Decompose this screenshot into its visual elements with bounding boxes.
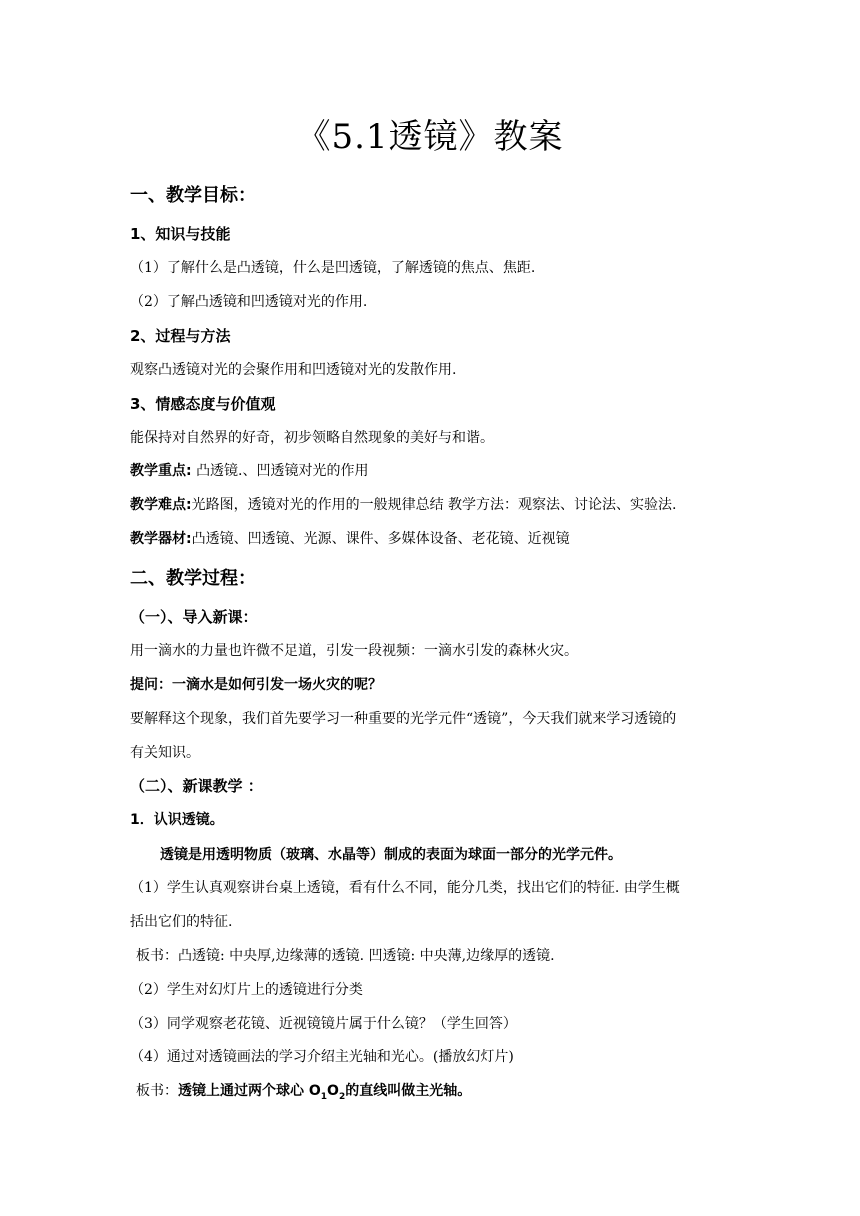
lens-definition: 透镜是用透明物质（玻璃、水晶等）制成的表面为球面一部分的光学元件。 bbox=[160, 847, 622, 863]
paragraph: 有关知识。 bbox=[130, 745, 200, 761]
equipment-text: 凸透镜、凹透镜、光源、课件、多媒体设备、老花镜、近视镜 bbox=[191, 531, 570, 547]
paragraph: 用一滴水的力量也许微不足道，引发一段视频：一滴水引发的森林火灾。 bbox=[130, 643, 578, 659]
subheading-intro: （一）、导入新课： bbox=[130, 608, 258, 626]
subscript-1: 1 bbox=[320, 1091, 328, 1102]
subheading-new-lesson: （二）、新课教学 ： bbox=[130, 777, 263, 795]
subheading-attitude: 3、情感态度与价值观 bbox=[130, 395, 276, 413]
axis-o: O bbox=[327, 1083, 339, 1099]
section-heading-process: 二、教学过程： bbox=[130, 568, 256, 589]
difficulties-line bbox=[130, 494, 677, 516]
equipment-line bbox=[130, 528, 570, 550]
subheading-know-lens: 1．认识透镜。 bbox=[130, 812, 224, 828]
paragraph: （2）学生对幻灯片上的透镜进行分类 bbox=[130, 982, 363, 998]
equipment-label: 教学器材: bbox=[130, 531, 192, 547]
key-points-label: 教学重点: bbox=[130, 463, 192, 479]
paragraph: （3）同学观察老花镜、近视镜镜片属于什么镜？（学生回答） bbox=[130, 1016, 517, 1032]
difficulties-label: 教学难点: bbox=[130, 497, 192, 513]
paragraph: 括出它们的特征. bbox=[130, 914, 233, 930]
subheading-knowledge: 1、知识与技能 bbox=[130, 225, 231, 243]
board-label: 板书： bbox=[136, 1083, 178, 1099]
paragraph: 观察凸透镜对光的会聚作用和凹透镜对光的发散作用. bbox=[130, 362, 457, 378]
board-note-axis bbox=[136, 1080, 471, 1108]
axis-text-b: 的直线叫做主光轴。 bbox=[345, 1083, 472, 1099]
section-heading-goals: 一、教学目标： bbox=[130, 185, 256, 206]
subheading-process: 2、过程与方法 bbox=[130, 327, 231, 345]
paragraph: 能保持对自然界的好奇，初步领略自然现象的美好与和谐。 bbox=[130, 430, 494, 446]
board-note: 板书：凸透镜: 中央厚,边缘薄的透镜. 凹透镜: 中央薄,边缘厚的透镜. bbox=[136, 948, 555, 964]
difficulties-text: 光路图，透镜对光的作用的一般规律总结 教学方法：观察法、讨论法、实验法. bbox=[191, 497, 677, 513]
paragraph: （2）了解凸透镜和凹透镜对光的作用. bbox=[130, 294, 368, 310]
page-title: 《5.1透镜》教案 bbox=[296, 117, 564, 157]
paragraph: 要解释这个现象，我们首先要学习一种重要的光学元件“透镜”，今天我们就来学习透镜的 bbox=[130, 711, 677, 727]
paragraph: （1）学生认真观察讲台桌上透镜，看有什么不同，能分几类，找出它们的特征. 由学生概 bbox=[130, 880, 680, 896]
subscript-2: 2 bbox=[338, 1091, 346, 1102]
question-line: 提问：一滴水是如何引发一场火灾的呢？ bbox=[130, 677, 382, 693]
paragraph: （4）通过对透镜画法的学习介绍主光轴和光心。(播放幻灯片) bbox=[130, 1049, 514, 1065]
paragraph: （1）了解什么是凸透镜，什么是凹透镜，了解透镜的焦点、焦距. bbox=[130, 260, 536, 276]
key-points-line bbox=[130, 460, 369, 482]
axis-text-a: 透镜上通过两个球心 O bbox=[178, 1083, 321, 1099]
key-points-text: 凸透镜.、凹透镜对光的作用 bbox=[196, 463, 369, 479]
